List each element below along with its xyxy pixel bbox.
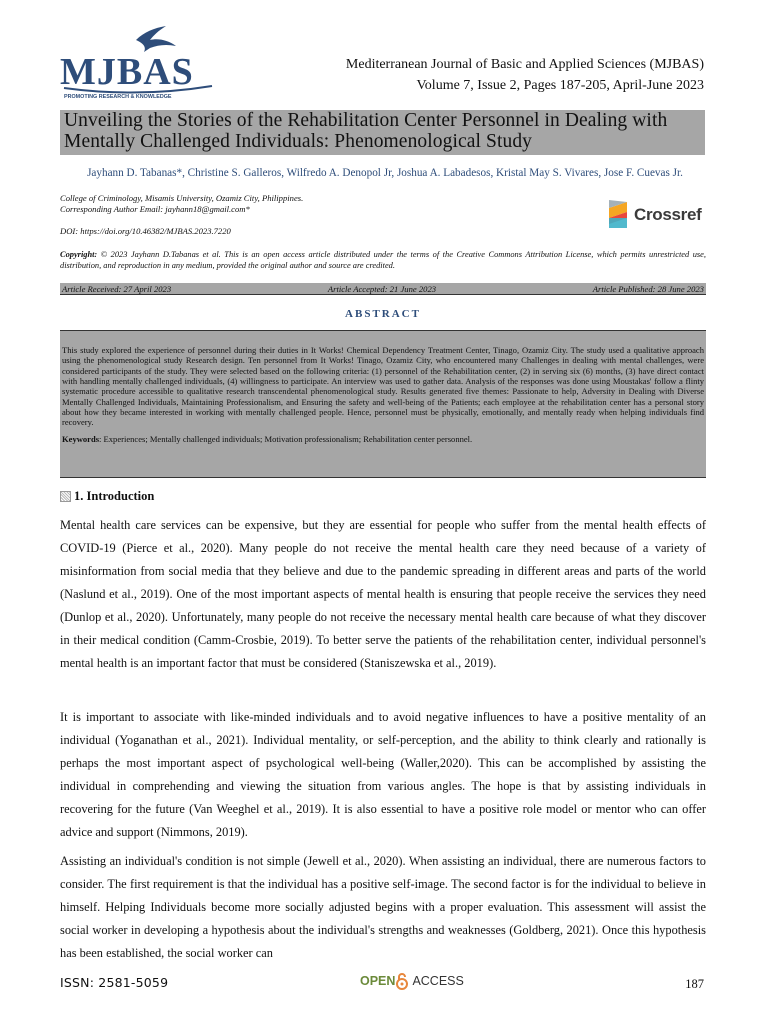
date-accepted: Article Accepted: 21 June 2023 [327,283,437,294]
corresponding-author[interactable]: Corresponding Author Email: jayhann18@gmail.com* [60,204,250,214]
doi-link[interactable]: DOI: https://doi.org/10.46382/MJBAS.2023.7220 [60,226,231,236]
paragraph-1: Mental health care services can be expensive, but they are essential for people who suffer from the mental health effects of COVID-19 (Pierce et al., 2020). Many people do not receive the mental health care they need because of a variety of misinformation from social media that they believe and due to the pandemic spreading in different areas and parts of the world (Naslund et al., 2019). One of the most important aspects of mental health is ensuring that people receive the services they need (Dunlop et al., 2020). Unfortunately, many people do not receive the necessary mental health care because of what they discover in their medical condition (Camm-Crosbie, 2019). To better serve the patients of the rehabilitation center, individual personnel's mental health is an important factor that must be considered (Staniszewska et al., 2019). [60,518,706,670]
abstract-heading: ABSTRACT [345,308,421,320]
abstract-text: This study explored the experience of personnel during their duties in It Works! Chemical Dependency Treatment Center, Tinago, Ozamiz City. The study used a qualitative approach using the phenomenological study Research design. Ten personnel from It Works! Tinago, Ozamiz City, who encountered many Challenges in dealing with mental challenges, were considered participants of the study. They were selected based on the following criteria: (1) personnel of the Rehabilitation center, (2) in serving six (6) months, (3) have direct contact with handling mentally challenged individuals, (4) willingness to participate. An interview was used to gather data. Analysis of the responses was done using Moustakas' follow a flinty systematic procedure accessible to qualitative research transcendental phenomenological study. Results generated five themes: Passionate to help, Adversity in Dealing with Diverse Mentally Challenged Individuals, Maintaining Professionalism, and Ensuring the safety and well-being of the Patients; each employee at the rehabilitation center has a personal story about how they became interested in working with mentally challenged people. Hence, personnel must be physically, emotionally, and mentally ready when helping individuals find recovery. [62,345,704,428]
footer-issn: ISSN: 2581-5059 [60,975,169,990]
article-dates [60,283,706,295]
bird-icon [136,26,176,52]
journal-logo [58,22,218,106]
open-access-badge [360,972,464,990]
access-label: ACCESS [412,974,464,988]
crossref-badge[interactable] [607,198,707,232]
copyright-notice [60,250,706,271]
date-published: Article Published: 28 June 2023 [592,283,704,294]
section-heading-text: 1. Introduction [74,489,155,503]
author-list: Jayhann D. Tabanas*, Christine S. Galleros, Wilfredo A. Denopol Jr, Joshua A. Labadesos, Kristal May S. Vivares, Jose F. Cuevas Jr. [87,167,683,179]
journal-name: Mediterranean Journal of Basic and Applied Sciences (MJBAS) [345,57,704,72]
copyright-label: Copyright: [60,250,98,259]
svg-text:MJBAS: MJBAS [60,51,194,93]
crossref-label: Crossref [634,205,702,224]
svg-text:PROMOTING RESEARCH & KNOWLEDGE: PROMOTING RESEARCH & KNOWLEDGE [64,94,172,100]
affiliation-block [60,193,303,215]
date-received: Article Received: 27 April 2023 [62,283,172,294]
crossref-icon [607,198,633,232]
journal-issue: Volume 7, Issue 2, Pages 187-205, April-June 2023 [416,78,704,93]
journal-info [346,54,704,96]
open-label: OPEN [360,974,396,988]
keywords-text: : Experiences; Mentally challenged individuals; Motivation professionalism; Rehabilitation center personnel. [99,433,473,444]
paragraph-3: Assisting an individual's condition is not simple (Jewell et al., 2020). When assisting an individual, there are numerous factors to consider. The first requirement is that the individual has a positive self-image. The second factor is for the individual to believe in himself. Helping Individuals become more socially adjusted begins with a proper evaluation. This assessment will assist the social worker in developing a hypothesis about the individual's strengths and weaknesses (Goldberg, 2021). Once this hypothesis has been established, the social worker can [60,854,706,960]
copyright-text: © 2023 Jayhann D.Tabanas et al. This is an open access article distributed under the terms of the Creative Commons Attribution License, which permits unrestricted use, distribution, and reproduction in any medium, provided the original author and source are credited. [60,250,706,270]
article-title: Unveiling the Stories of the Rehabilitation Center Personnel in Dealing with Mentally Challenged Individuals: Phenomenological Study [64,110,668,152]
abstract-box [60,330,706,478]
keywords [62,434,704,445]
paragraph-2: It is important to associate with like-minded individuals and to avoid negative influences to have a positive mentality of an individual (Yoganathan et al., 2021). Individual mentality, or self-perception, and the ability to think clearly and rationally is perhaps the most important aspect of psychological well-being (Waller,2020). This can be accomplished by assisting the individual in comprehending and viewing the situation from various angles. The hope is that by assisting individuals in recovering for the future (Van Weeghel et al., 2019). It is also essential to have a positive role model or mentor who can offer advice and support (Nimmons, 2019). [60,710,706,839]
article-title-box [60,110,705,155]
page-number: 187 [685,977,704,991]
open-lock-icon [395,972,409,990]
affiliation: College of Criminology, Misamis University, Ozamiz City, Philippines. [60,193,304,203]
section-heading-introduction [60,489,154,504]
section-marker-icon [60,491,71,502]
keywords-label: Keywords [62,433,100,444]
